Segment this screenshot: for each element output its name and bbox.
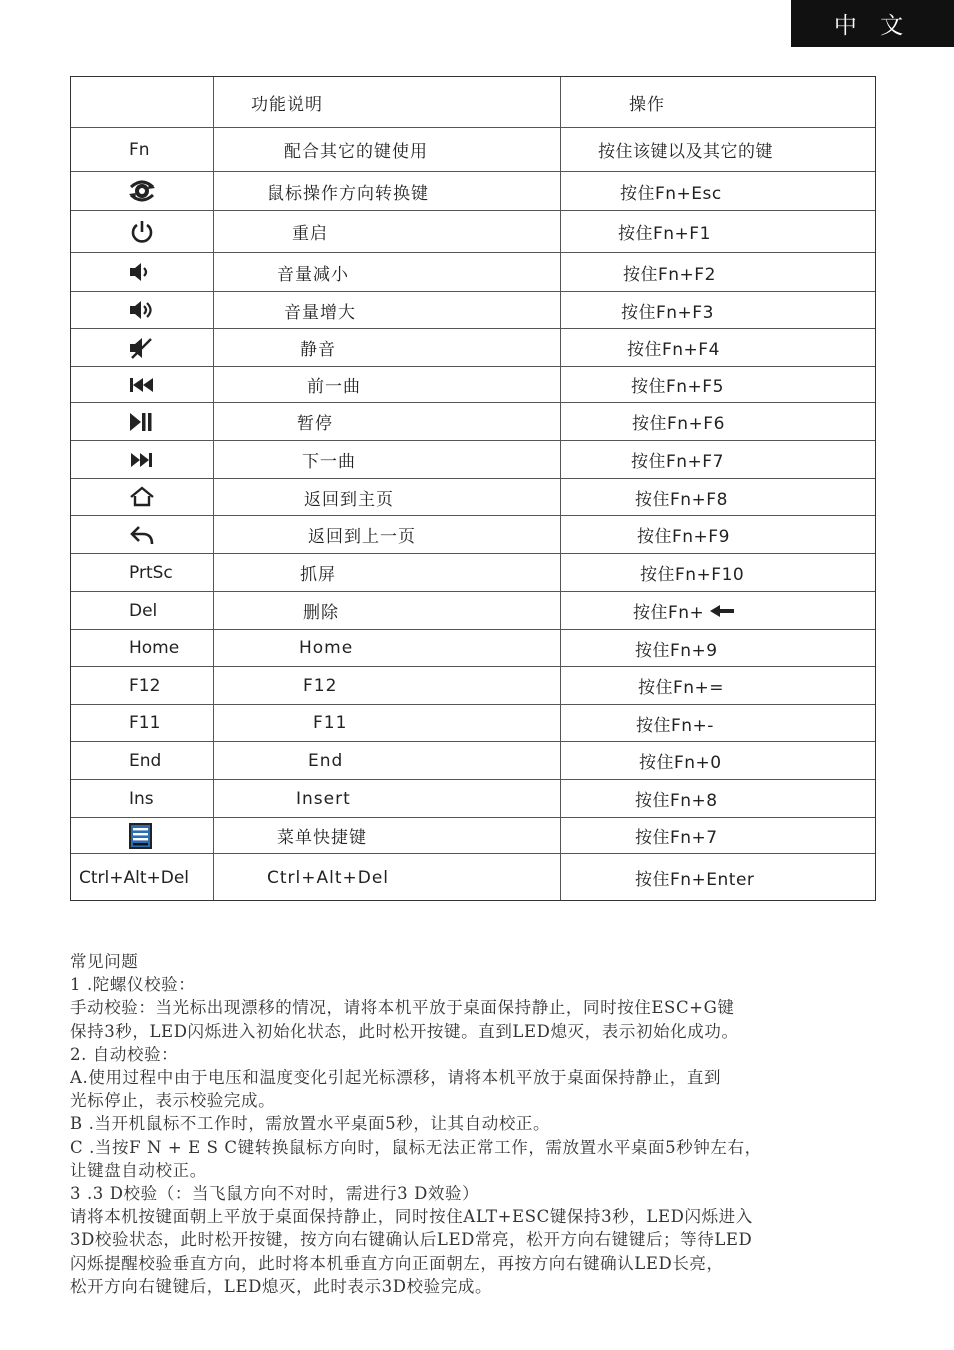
key-label: Del <box>129 600 158 621</box>
table-row <box>71 127 875 171</box>
volume-down-icon <box>129 262 155 282</box>
faq-section <box>70 950 890 1298</box>
description-cell: 音量增大 <box>284 302 356 323</box>
key-label: F11 <box>129 713 161 733</box>
description-cell: 返回到主页 <box>304 489 394 510</box>
operation-cell: 按住Fn+F9 <box>637 527 730 547</box>
language-tab: 中 文 <box>791 0 954 47</box>
key-label: Home <box>129 638 180 658</box>
operation-cell: 按住Fn+F5 <box>631 377 724 397</box>
description-cell: F12 <box>303 675 338 696</box>
faq-line: 2. 自动校验： <box>70 1044 179 1064</box>
key-label: Ins <box>129 788 154 809</box>
description-cell: F11 <box>313 713 348 733</box>
backspace-arrow-icon <box>710 605 734 617</box>
volume-up-icon <box>129 300 155 320</box>
description-cell: 下一曲 <box>302 452 356 472</box>
faq-line: 保持3秒，LED闪烁进入初始化状态，此时松开按键。直到LED熄灭，表示初始化成功。 <box>70 1021 739 1041</box>
faq-line: 让键盘自动校正。 <box>70 1160 207 1180</box>
description-cell: 菜单快捷键 <box>277 828 367 848</box>
operation-cell: 按住该键以及其它的键 <box>598 142 773 162</box>
header-operation: 操作 <box>629 94 665 115</box>
operation-cell: 按住Fn+F7 <box>631 452 724 472</box>
operation-cell: 按住Fn+= <box>638 678 725 698</box>
table-row <box>71 591 875 629</box>
description-cell: 抓屏 <box>300 565 336 585</box>
table-row <box>71 171 875 210</box>
faq-line: 光标停止，表示校验完成。 <box>70 1091 276 1111</box>
description-cell: 配合其它的键使用 <box>284 142 428 162</box>
operation-cell: 按住Fn+8 <box>635 791 718 811</box>
operation-cell: 按住Fn+- <box>636 715 714 736</box>
description-cell: 前一曲 <box>307 377 361 397</box>
operation-cell: 按住Fn+F8 <box>635 489 728 510</box>
operation-cell: 按住Fn+Enter <box>635 870 755 890</box>
mouse-direction-switch-icon <box>129 179 155 203</box>
table-row <box>71 853 875 901</box>
key-label: PrtSc <box>129 562 173 583</box>
operation-cell: 按住Fn+F6 <box>632 414 725 434</box>
description-cell: 删除 <box>303 603 339 623</box>
back-arrow-icon <box>129 525 155 545</box>
table-row <box>71 629 875 666</box>
faq-line: 请将本机按键面朝上平放于桌面保持静止，同时按住ALT+ESC键保持3秒，LED闪烁进入 <box>70 1207 753 1227</box>
description-cell: 静音 <box>300 340 336 360</box>
header-description: 功能说明 <box>251 94 323 115</box>
operation-cell <box>561 592 947 629</box>
operation-cell: 按住Fn+F4 <box>627 340 720 360</box>
description-cell: Insert <box>296 788 351 809</box>
faq-line: 3D校验状态，此时松开按键，按方向右键确认后LED常亮，松开方向右键键后；等待LED <box>70 1230 753 1250</box>
operation-cell: 按住Fn+9 <box>635 640 718 661</box>
faq-line: 松开方向右键键后，LED熄灭，此时表示3D校验完成。 <box>70 1276 493 1296</box>
key-label: End <box>129 750 162 771</box>
operation-cell: 按住Fn+F1 <box>618 224 711 244</box>
key-label: F12 <box>129 675 161 696</box>
faq-title: 常见问题 <box>70 952 139 971</box>
table-row <box>71 779 875 817</box>
previous-track-icon <box>129 376 155 394</box>
description-cell: Home <box>299 638 354 658</box>
faq-line: C .当按F N + E S C键转换鼠标方向时，鼠标无法正常工作，需放置水平桌面5秒钟左右， <box>70 1137 762 1157</box>
next-track-icon <box>129 451 155 469</box>
faq-line: A.使用过程中由于电压和温度变化引起光标漂移，请将本机平放于桌面保持静止，直到 <box>70 1068 722 1088</box>
power-icon <box>129 219 155 245</box>
table-row <box>71 478 875 515</box>
table-row <box>71 817 875 853</box>
description-cell: 暂停 <box>297 414 333 434</box>
play-pause-icon <box>129 411 155 433</box>
table-row <box>71 666 875 704</box>
table-row <box>71 328 875 366</box>
column-divider <box>560 77 561 900</box>
table-row <box>71 291 875 328</box>
table-header-row <box>71 77 875 127</box>
operation-cell: 按住Fn+F3 <box>621 302 714 323</box>
table-row <box>71 704 875 741</box>
faq-line: 3 .3 D校验（：当飞鼠方向不对时，需进行3 D效验） <box>70 1184 480 1204</box>
faq-line: 手动校验：当光标出现漂移的情况，请将本机平放于桌面保持静止，同时按住ESC+G键 <box>70 998 735 1018</box>
table-row <box>71 210 875 252</box>
menu-key-icon <box>129 823 153 849</box>
faq-line: 闪烁提醒校验垂直方向，此时将本机垂直方向正面朝左，再按方向右键确认LED长亮， <box>70 1253 724 1273</box>
faq-line: B .当开机鼠标不工作时，需放置水平桌面5秒，让其自动校正。 <box>70 1114 551 1134</box>
function-key-table <box>70 76 876 901</box>
key-label: Ctrl+Alt+Del <box>79 867 190 888</box>
description-cell: 音量减小 <box>277 264 349 285</box>
description-cell: End <box>308 750 344 771</box>
home-icon <box>129 486 155 508</box>
table-row <box>71 252 875 291</box>
key-label: Fn <box>129 139 150 160</box>
description-cell: 鼠标操作方向转换键 <box>267 183 429 204</box>
operation-cell: 按住Fn+7 <box>635 828 718 848</box>
operation-cell: 按住Fn+F10 <box>640 565 745 585</box>
description-cell: 返回到上一页 <box>308 527 416 547</box>
table-row <box>71 553 875 591</box>
description-cell: 重启 <box>292 224 328 244</box>
table-row <box>71 366 875 402</box>
table-row <box>71 515 875 553</box>
operation-cell: 按住Fn+0 <box>639 753 722 773</box>
operation-cell: 按住Fn+F2 <box>623 264 716 285</box>
table-row <box>71 440 875 478</box>
operation-cell: 按住Fn+Esc <box>620 183 722 204</box>
faq-line: 1 .陀螺仪校验： <box>70 975 196 995</box>
table-row <box>71 402 875 440</box>
table-row <box>71 741 875 779</box>
description-cell: Ctrl+Alt+Del <box>267 867 390 888</box>
column-divider <box>213 77 214 900</box>
mute-icon <box>129 336 155 360</box>
operation-text: 按住Fn+ <box>633 603 705 623</box>
